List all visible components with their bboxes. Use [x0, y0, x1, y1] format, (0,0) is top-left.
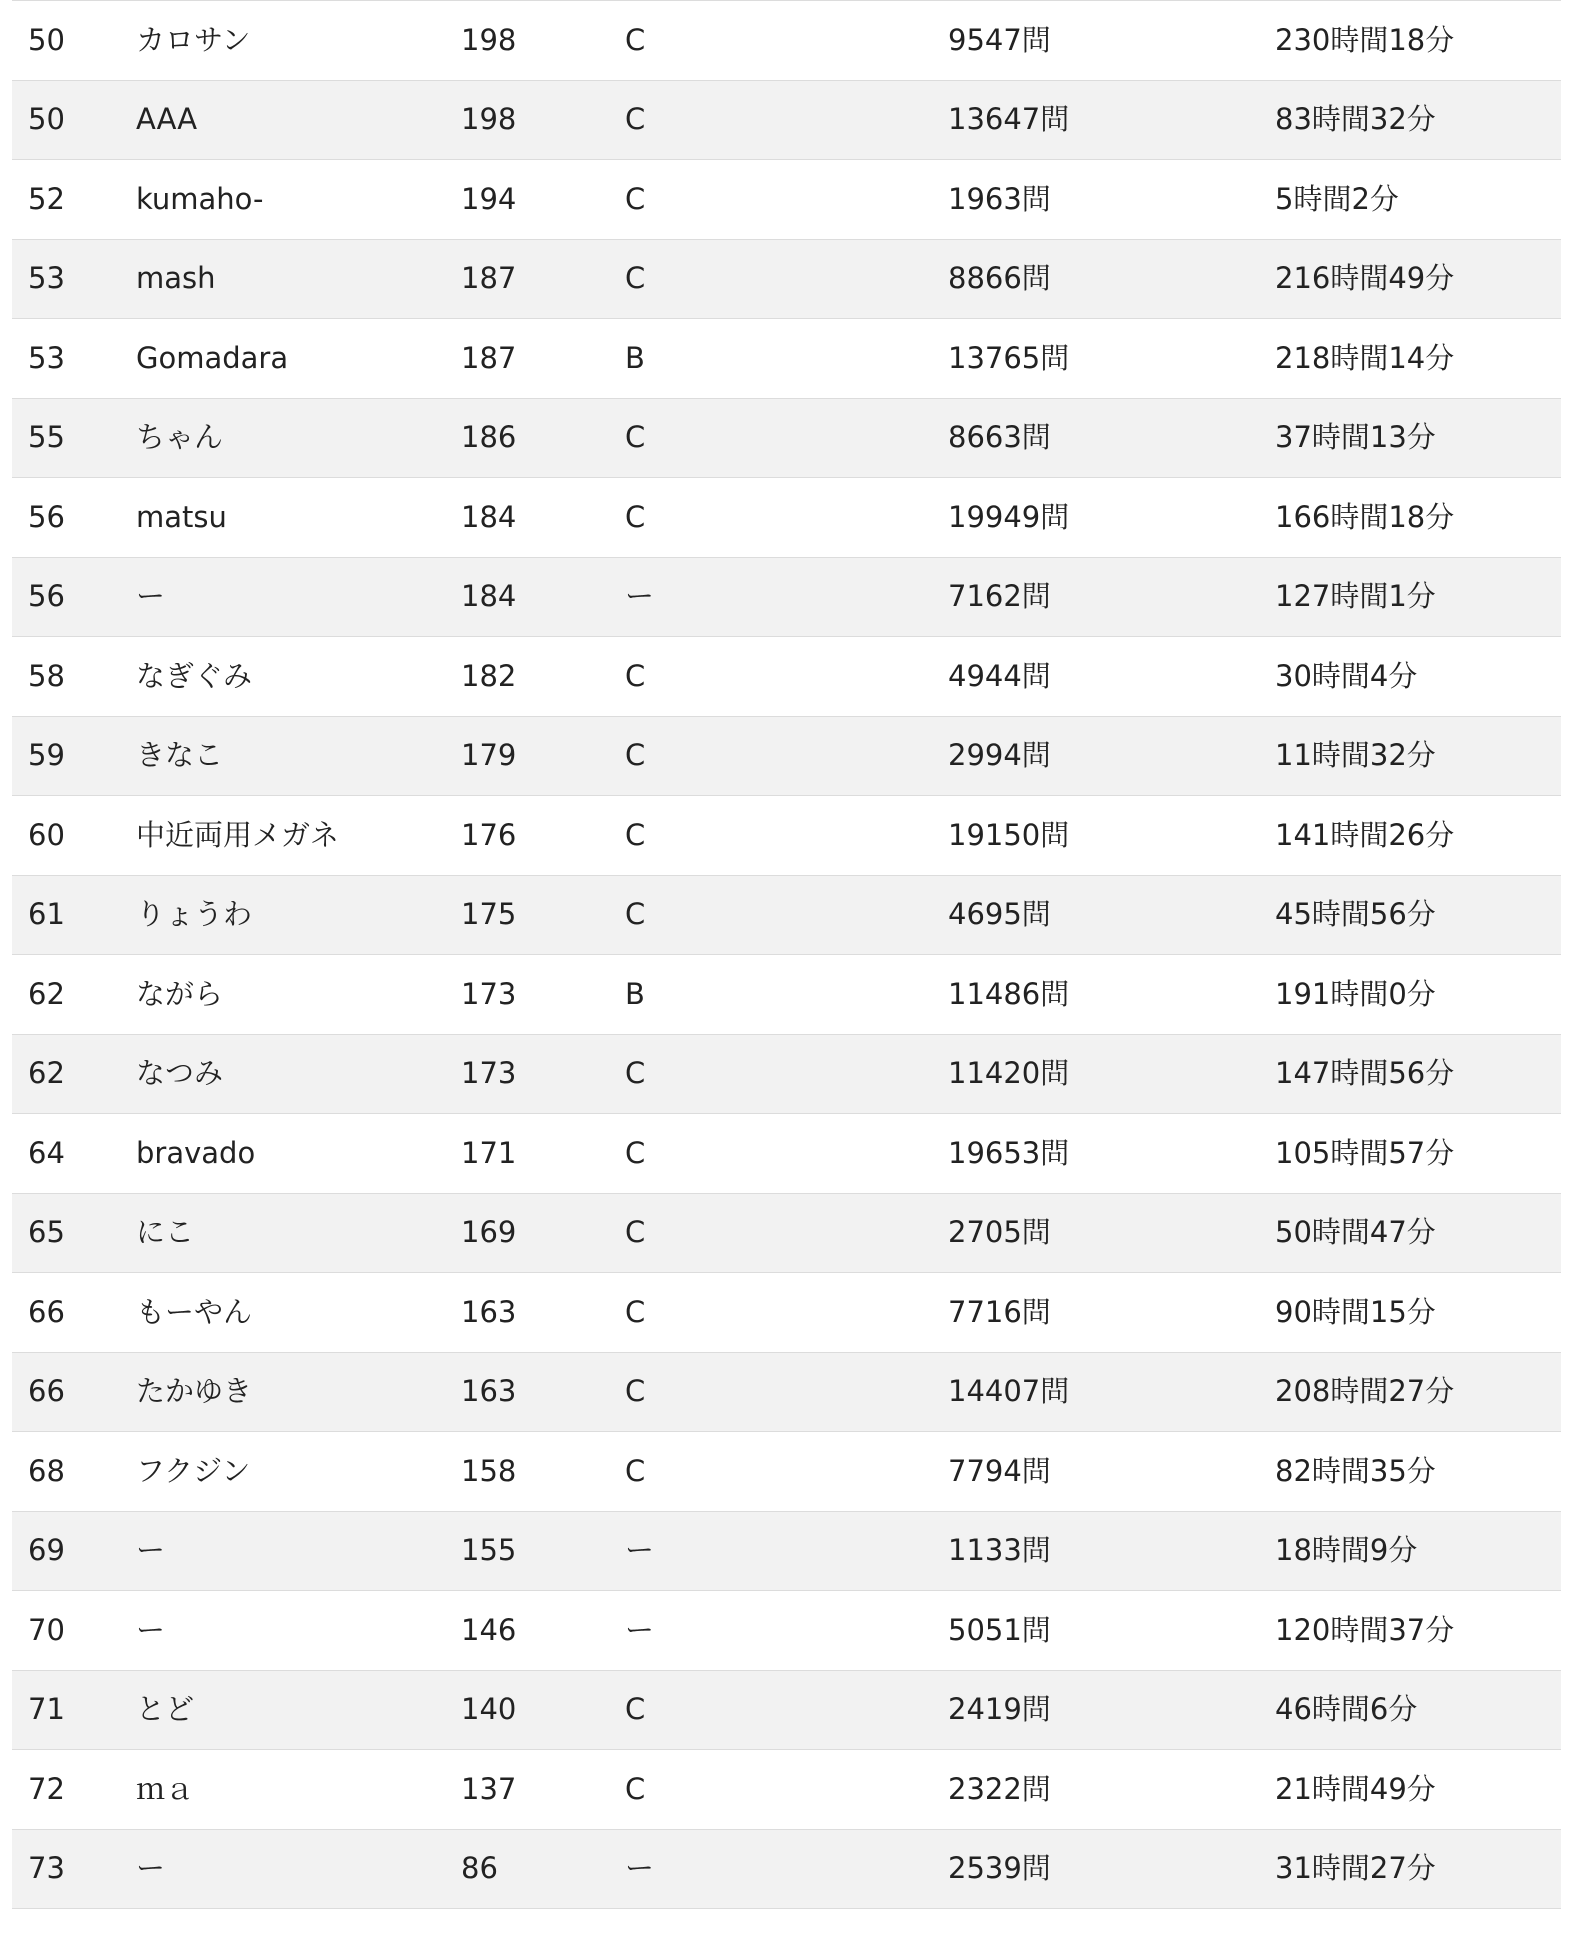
table-row — [12, 239, 1561, 319]
username-cell: Gomadara — [136, 319, 461, 399]
table-row — [12, 1, 1561, 81]
questions-count-cell: 19653問 — [948, 1114, 1275, 1194]
username-cell: きなこ — [136, 716, 461, 796]
grade-cell: C — [625, 1193, 948, 1273]
username-cell: なつみ — [136, 1034, 461, 1114]
table-row — [12, 1034, 1561, 1114]
study-time-cell: 105時間57分 — [1275, 1114, 1561, 1194]
table-row — [12, 955, 1561, 1035]
questions-count-cell: 2539問 — [948, 1829, 1275, 1909]
score-cell: 176 — [461, 796, 625, 876]
questions-count-cell: 9547問 — [948, 1, 1275, 81]
table-row — [12, 875, 1561, 955]
study-time-cell: 46時間6分 — [1275, 1670, 1561, 1750]
score-cell: 158 — [461, 1432, 625, 1512]
score-cell: 171 — [461, 1114, 625, 1194]
table-row — [12, 478, 1561, 558]
score-cell: 184 — [461, 557, 625, 637]
questions-count-cell: 7794問 — [948, 1432, 1275, 1512]
score-cell: 182 — [461, 637, 625, 717]
username-cell: AAA — [136, 80, 461, 160]
table-row — [12, 1670, 1561, 1750]
rank-cell: 53 — [12, 239, 136, 319]
score-cell: 140 — [461, 1670, 625, 1750]
username-cell: ながら — [136, 955, 461, 1035]
grade-cell: C — [625, 80, 948, 160]
username-cell: ー — [136, 557, 461, 637]
study-time-cell: 45時間56分 — [1275, 875, 1561, 955]
study-time-cell: 30時間4分 — [1275, 637, 1561, 717]
grade-cell: C — [625, 716, 948, 796]
rank-cell: 71 — [12, 1670, 136, 1750]
rank-cell: 56 — [12, 557, 136, 637]
grade-cell: C — [625, 796, 948, 876]
score-cell: 163 — [461, 1273, 625, 1353]
score-cell: 198 — [461, 1, 625, 81]
username-cell: とど — [136, 1670, 461, 1750]
grade-cell: C — [625, 1352, 948, 1432]
questions-count-cell: 2419問 — [948, 1670, 1275, 1750]
grade-cell: C — [625, 1034, 948, 1114]
questions-count-cell: 4695問 — [948, 875, 1275, 955]
username-cell: たかゆき — [136, 1352, 461, 1432]
grade-cell: C — [625, 875, 948, 955]
score-cell: 179 — [461, 716, 625, 796]
study-time-cell: 37時間13分 — [1275, 398, 1561, 478]
grade-cell: C — [625, 1, 948, 81]
questions-count-cell: 14407問 — [948, 1352, 1275, 1432]
grade-cell: B — [625, 955, 948, 1035]
study-time-cell: 120時間37分 — [1275, 1591, 1561, 1671]
study-time-cell: 191時間0分 — [1275, 955, 1561, 1035]
grade-cell: ー — [625, 557, 948, 637]
grade-cell: C — [625, 1750, 948, 1830]
rank-cell: 72 — [12, 1750, 136, 1830]
table-row — [12, 716, 1561, 796]
table-row — [12, 1750, 1561, 1830]
questions-count-cell: 2705問 — [948, 1193, 1275, 1273]
table-row — [12, 557, 1561, 637]
username-cell: matsu — [136, 478, 461, 558]
table-row — [12, 1193, 1561, 1273]
rank-cell: 50 — [12, 1, 136, 81]
score-cell: 146 — [461, 1591, 625, 1671]
username-cell: ー — [136, 1829, 461, 1909]
ranking-table-container — [12, 0, 1561, 1909]
study-time-cell: 83時間32分 — [1275, 80, 1561, 160]
questions-count-cell: 13765問 — [948, 319, 1275, 399]
rank-cell: 66 — [12, 1352, 136, 1432]
rank-cell: 59 — [12, 716, 136, 796]
username-cell: ちゃん — [136, 398, 461, 478]
study-time-cell: 230時間18分 — [1275, 1, 1561, 81]
rank-cell: 70 — [12, 1591, 136, 1671]
username-cell: ー — [136, 1591, 461, 1671]
study-time-cell: 5時間2分 — [1275, 160, 1561, 240]
questions-count-cell: 2994問 — [948, 716, 1275, 796]
questions-count-cell: 11420問 — [948, 1034, 1275, 1114]
score-cell: 186 — [461, 398, 625, 478]
score-cell: 137 — [461, 1750, 625, 1830]
username-cell: なぎぐみ — [136, 637, 461, 717]
username-cell: ー — [136, 1511, 461, 1591]
questions-count-cell: 1133問 — [948, 1511, 1275, 1591]
username-cell: フクジン — [136, 1432, 461, 1512]
username-cell: kumaho- — [136, 160, 461, 240]
table-row — [12, 319, 1561, 399]
questions-count-cell: 7162問 — [948, 557, 1275, 637]
table-row — [12, 80, 1561, 160]
rank-cell: 56 — [12, 478, 136, 558]
grade-cell: ー — [625, 1511, 948, 1591]
table-row — [12, 1591, 1561, 1671]
study-time-cell: 216時間49分 — [1275, 239, 1561, 319]
score-cell: 175 — [461, 875, 625, 955]
rank-cell: 50 — [12, 80, 136, 160]
table-row — [12, 1273, 1561, 1353]
grade-cell: C — [625, 239, 948, 319]
study-time-cell: 11時間32分 — [1275, 716, 1561, 796]
rank-cell: 68 — [12, 1432, 136, 1512]
study-time-cell: 90時間15分 — [1275, 1273, 1561, 1353]
questions-count-cell: 2322問 — [948, 1750, 1275, 1830]
grade-cell: ー — [625, 1591, 948, 1671]
rank-cell: 66 — [12, 1273, 136, 1353]
score-cell: 184 — [461, 478, 625, 558]
questions-count-cell: 1963問 — [948, 160, 1275, 240]
table-row — [12, 796, 1561, 876]
grade-cell: C — [625, 1432, 948, 1512]
grade-cell: C — [625, 160, 948, 240]
questions-count-cell: 5051問 — [948, 1591, 1275, 1671]
table-row — [12, 1114, 1561, 1194]
rank-cell: 55 — [12, 398, 136, 478]
questions-count-cell: 13647問 — [948, 80, 1275, 160]
rank-cell: 65 — [12, 1193, 136, 1273]
score-cell: 173 — [461, 955, 625, 1035]
study-time-cell: 31時間27分 — [1275, 1829, 1561, 1909]
grade-cell: C — [625, 1273, 948, 1353]
username-cell: りょうわ — [136, 875, 461, 955]
study-time-cell: 21時間49分 — [1275, 1750, 1561, 1830]
rank-cell: 73 — [12, 1829, 136, 1909]
score-cell: 187 — [461, 319, 625, 399]
study-time-cell: 208時間27分 — [1275, 1352, 1561, 1432]
username-cell: もーやん — [136, 1273, 461, 1353]
study-time-cell: 166時間18分 — [1275, 478, 1561, 558]
table-row — [12, 1432, 1561, 1512]
score-cell: 198 — [461, 80, 625, 160]
rank-cell: 58 — [12, 637, 136, 717]
rank-cell: 61 — [12, 875, 136, 955]
ranking-table-body — [12, 1, 1561, 1909]
grade-cell: C — [625, 1114, 948, 1194]
study-time-cell: 82時間35分 — [1275, 1432, 1561, 1512]
rank-cell: 62 — [12, 1034, 136, 1114]
rank-cell: 52 — [12, 160, 136, 240]
grade-cell: ー — [625, 1829, 948, 1909]
table-row — [12, 637, 1561, 717]
score-cell: 173 — [461, 1034, 625, 1114]
grade-cell: C — [625, 398, 948, 478]
questions-count-cell: 7716問 — [948, 1273, 1275, 1353]
username-cell: カロサン — [136, 1, 461, 81]
study-time-cell: 18時間9分 — [1275, 1511, 1561, 1591]
grade-cell: B — [625, 319, 948, 399]
rank-cell: 64 — [12, 1114, 136, 1194]
questions-count-cell: 8866問 — [948, 239, 1275, 319]
study-time-cell: 147時間56分 — [1275, 1034, 1561, 1114]
rank-cell: 53 — [12, 319, 136, 399]
username-cell: mash — [136, 239, 461, 319]
username-cell: ｍａ — [136, 1750, 461, 1830]
username-cell: 中近両用メガネ — [136, 796, 461, 876]
ranking-table — [12, 0, 1561, 1909]
username-cell: にこ — [136, 1193, 461, 1273]
table-row — [12, 1511, 1561, 1591]
score-cell: 86 — [461, 1829, 625, 1909]
grade-cell: C — [625, 1670, 948, 1750]
table-row — [12, 398, 1561, 478]
score-cell: 194 — [461, 160, 625, 240]
table-row — [12, 1829, 1561, 1909]
grade-cell: C — [625, 478, 948, 558]
table-row — [12, 160, 1561, 240]
questions-count-cell: 19150問 — [948, 796, 1275, 876]
rank-cell: 69 — [12, 1511, 136, 1591]
rank-cell: 60 — [12, 796, 136, 876]
study-time-cell: 141時間26分 — [1275, 796, 1561, 876]
grade-cell: C — [625, 637, 948, 717]
questions-count-cell: 19949問 — [948, 478, 1275, 558]
questions-count-cell: 11486問 — [948, 955, 1275, 1035]
study-time-cell: 218時間14分 — [1275, 319, 1561, 399]
score-cell: 187 — [461, 239, 625, 319]
rank-cell: 62 — [12, 955, 136, 1035]
score-cell: 155 — [461, 1511, 625, 1591]
study-time-cell: 50時間47分 — [1275, 1193, 1561, 1273]
score-cell: 163 — [461, 1352, 625, 1432]
study-time-cell: 127時間1分 — [1275, 557, 1561, 637]
score-cell: 169 — [461, 1193, 625, 1273]
questions-count-cell: 4944問 — [948, 637, 1275, 717]
table-row — [12, 1352, 1561, 1432]
username-cell: bravado — [136, 1114, 461, 1194]
questions-count-cell: 8663問 — [948, 398, 1275, 478]
